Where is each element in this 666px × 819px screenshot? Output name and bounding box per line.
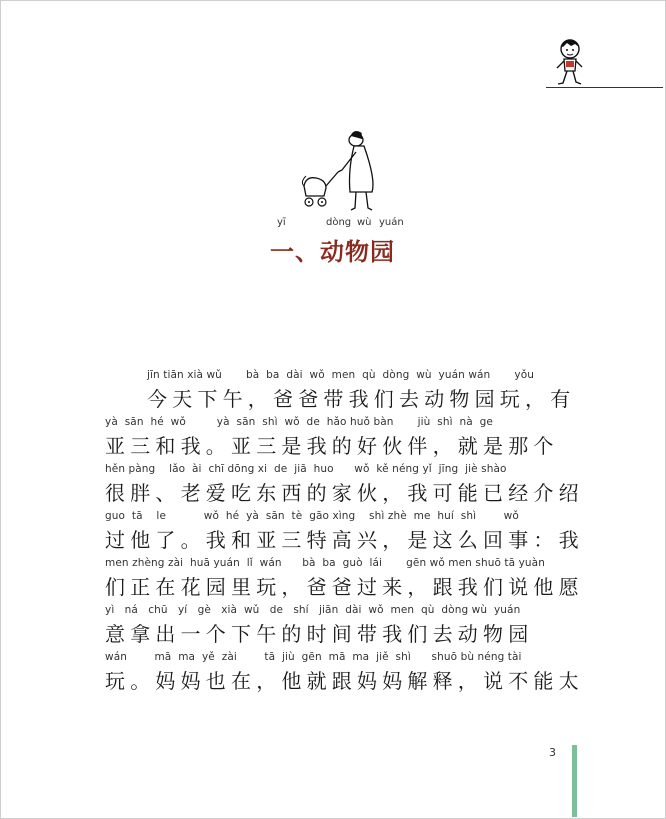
pinyin-line: jīn tiān xià wǔ bà ba dài wǒ men qù dòng wù yuán wán yǒu <box>147 369 534 381</box>
chapter-title-text: 一、动物园 <box>270 237 395 266</box>
pinyin-line: yì ná chū yí gè xià wǔ de shí jiān dài wǒ men qù dòng wù yuán <box>105 604 521 616</box>
header-rule <box>546 87 663 88</box>
pinyin-syllable: dòng <box>326 217 352 228</box>
page-edge-bar <box>572 745 577 817</box>
pinyin-line: yà sān hé wǒ yà sān shì wǒ de hǎo huǒ bàn jiù shì nà ge <box>105 416 493 428</box>
boy-illustration-icon <box>548 38 588 88</box>
hanzi-line: 们正在花园里玩，爸爸过来，跟我们说他愿 <box>105 575 584 599</box>
text-line <box>105 651 585 698</box>
story-body <box>105 369 585 698</box>
hanzi-line: 意拿出一个下午的时间带我们去动物园 <box>105 622 534 646</box>
pinyin-line: men zhèng zài huā yuán lǐ wán bà ba guò lái gēn wǒ men shuō tā yuàn <box>105 557 545 569</box>
text-line <box>105 416 585 463</box>
hanzi-line: 很胖、老爱吃东西的家伙，我可能已经介绍 <box>105 481 584 505</box>
pinyin-syllable: yuán <box>379 217 404 228</box>
mother-with-stroller-illustration-icon <box>298 130 380 216</box>
hanzi-line: 玩。妈妈也在，他就跟妈妈解释，说不能太 <box>105 669 584 693</box>
chapter-title-pinyin <box>250 217 415 231</box>
text-line <box>105 604 585 651</box>
text-line <box>105 557 585 604</box>
hanzi-line: 亚三和我。亚三是我的好伙伴，就是那个 <box>105 434 559 458</box>
pinyin-line: guo tā le wǒ hé yà sān tè gāo xìng shì zhè me huí shì wǒ <box>105 510 519 522</box>
text-line <box>105 510 585 557</box>
pinyin-syllable: yī <box>277 217 286 228</box>
pinyin-syllable: wù <box>357 217 372 228</box>
page-number: 3 <box>549 746 556 759</box>
hanzi-line: 今天下午，爸爸带我们去动物园玩，有 <box>147 387 576 411</box>
text-line <box>105 463 585 510</box>
pinyin-line: wán mā ma yě zài tā jiù gēn mā ma jiě shì shuō bù néng tài <box>105 651 522 663</box>
pinyin-line: hěn pàng lǎo ài chī dōng xi de jiā huo wǒ kě néng yǐ jīng jiè shào <box>105 463 507 475</box>
hanzi-line: 过他了。我和亚三特高兴，是这么回事：我 <box>105 528 584 552</box>
chapter-title <box>250 217 415 267</box>
text-line <box>105 369 585 416</box>
